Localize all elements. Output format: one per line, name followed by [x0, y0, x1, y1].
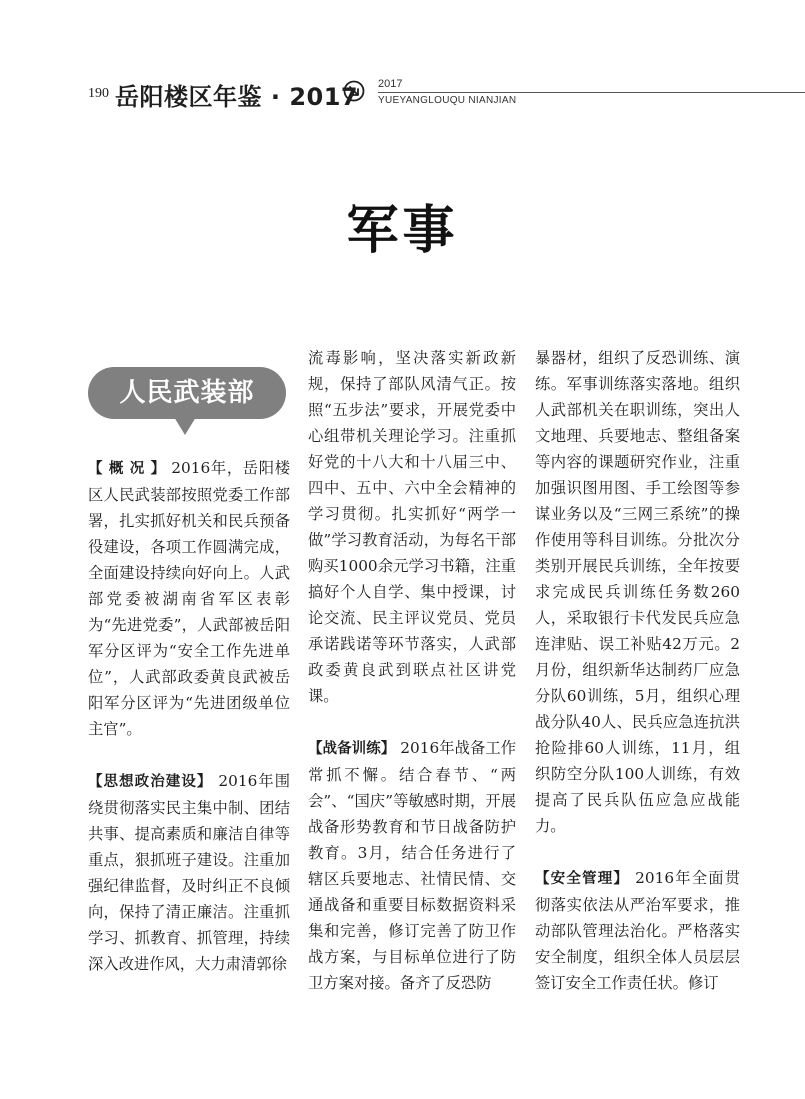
safety-body: 2016年全面贯彻落实依法从严治军要求，推动部队管理法治化。严格落实安全制度，组织全体人员层层签订安全工作责任状。修订: [535, 869, 741, 992]
english-title: YUEYANGLOUQU NIANJIAN: [378, 95, 517, 106]
page-header: [0, 72, 805, 112]
section-badge: [88, 367, 286, 419]
overview-body: 2016年，岳阳楼区人民武装部按照党委工作部署，扎实抓好机关和民兵预备役建设，各项工作圆满完成，全面建设持续向好向上。人武部党委被湖南省军区表彰为“先进党委”，人武部被岳阳军分区评为“安全工作先进单位”，人武部政委黄良武被岳阳军分区评为“先进团级单位主官”。: [88, 459, 290, 738]
section-badge-pointer: [174, 417, 196, 435]
paragraph-combat-cont: [535, 345, 740, 839]
combat-body-part1: 2016年战备工作常抓不懈。结合春节、“两会”、“国庆”等敏感时期，开展战备形势教育和节日战备防护教育。3月，结合任务进行了辖区兵要地志、社情民情、交通战备和重要目标数据资料采集和完善，修订完善了防卫作战方案，与目标单位进行了防卫方案对接。备齐了反恐防: [308, 739, 516, 992]
english-year: 2017: [378, 78, 403, 90]
paragraph-overview: [88, 455, 290, 742]
paragraph-political-start: [88, 768, 290, 977]
heading-overview: 【 概 况 】: [88, 461, 166, 477]
page-number: 190: [88, 86, 109, 101]
political-body-part1: 2016年围绕贯彻落实民主集中制、团结共事、提高素质和廉洁自律等重点，狠抓班子建设。注重加强纪律监督，及时纠正不良倾向，保持了清正廉洁。注重抓学习、抓教育、抓管理，持续深入改进作风，大力肃清郭徐: [88, 772, 291, 973]
heading-safety: 【安全管理】: [535, 871, 630, 887]
political-body-part2: 流毒影响，坚决落实新政新规，保持了部队风清气正。按照“五步法”要求，开展党委中心组带机关理论学习。注重抓好党的十八大和十八届三中、四中、五中、六中全会精神的学习贯彻。扎实抓好“两学一做”学习教育活动，为每名干部购买1000余元学习书籍，注重搞好个人自学、集中授课，讨论交流、民主评议党员、党员承诺践诺等环节落实，人武部政委黄良武到联点社区讲党课。: [308, 349, 516, 705]
combat-body-part2: 暴器材，组织了反恐训练、演练。军事训练落实落地。组织人武部机关在职训练，突出人文地理、兵要地志、整组备案等内容的课题研究作业，注重加强识图用图、手工绘图等参谋业务以及“三网三系统”的操作使用等科目训练。分批次分类别开展民兵训练，全年按要求完成民兵训练任务数260人，采取银行卡代发民兵应急连津贴、误工补贴42万元。2月份，组织新华达制药厂应急分队60训练，5月，组织心理战分队40人、民兵应急连抗洪抢险排60人训练，11月，组织防空分队100人训练，有效提高了民兵队伍应急应战能力。: [535, 349, 740, 835]
book-title: 岳阳楼区年鉴 · 2017: [115, 83, 359, 111]
paragraph-political-cont: [308, 345, 516, 709]
header-rule: [378, 92, 805, 93]
paragraph-combat-start: [308, 735, 516, 996]
heading-combat: 【战备训练】: [308, 741, 396, 757]
text-column-2: [308, 345, 516, 996]
text-column-1: [88, 455, 290, 977]
text-column-3: [535, 345, 740, 996]
arrow-circle-icon: [343, 80, 365, 102]
paragraph-safety: [535, 865, 740, 996]
heading-political: 【思想政治建设】: [88, 774, 213, 790]
chapter-title: 军事: [346, 200, 459, 261]
section-title: 人民武装部: [119, 378, 255, 408]
